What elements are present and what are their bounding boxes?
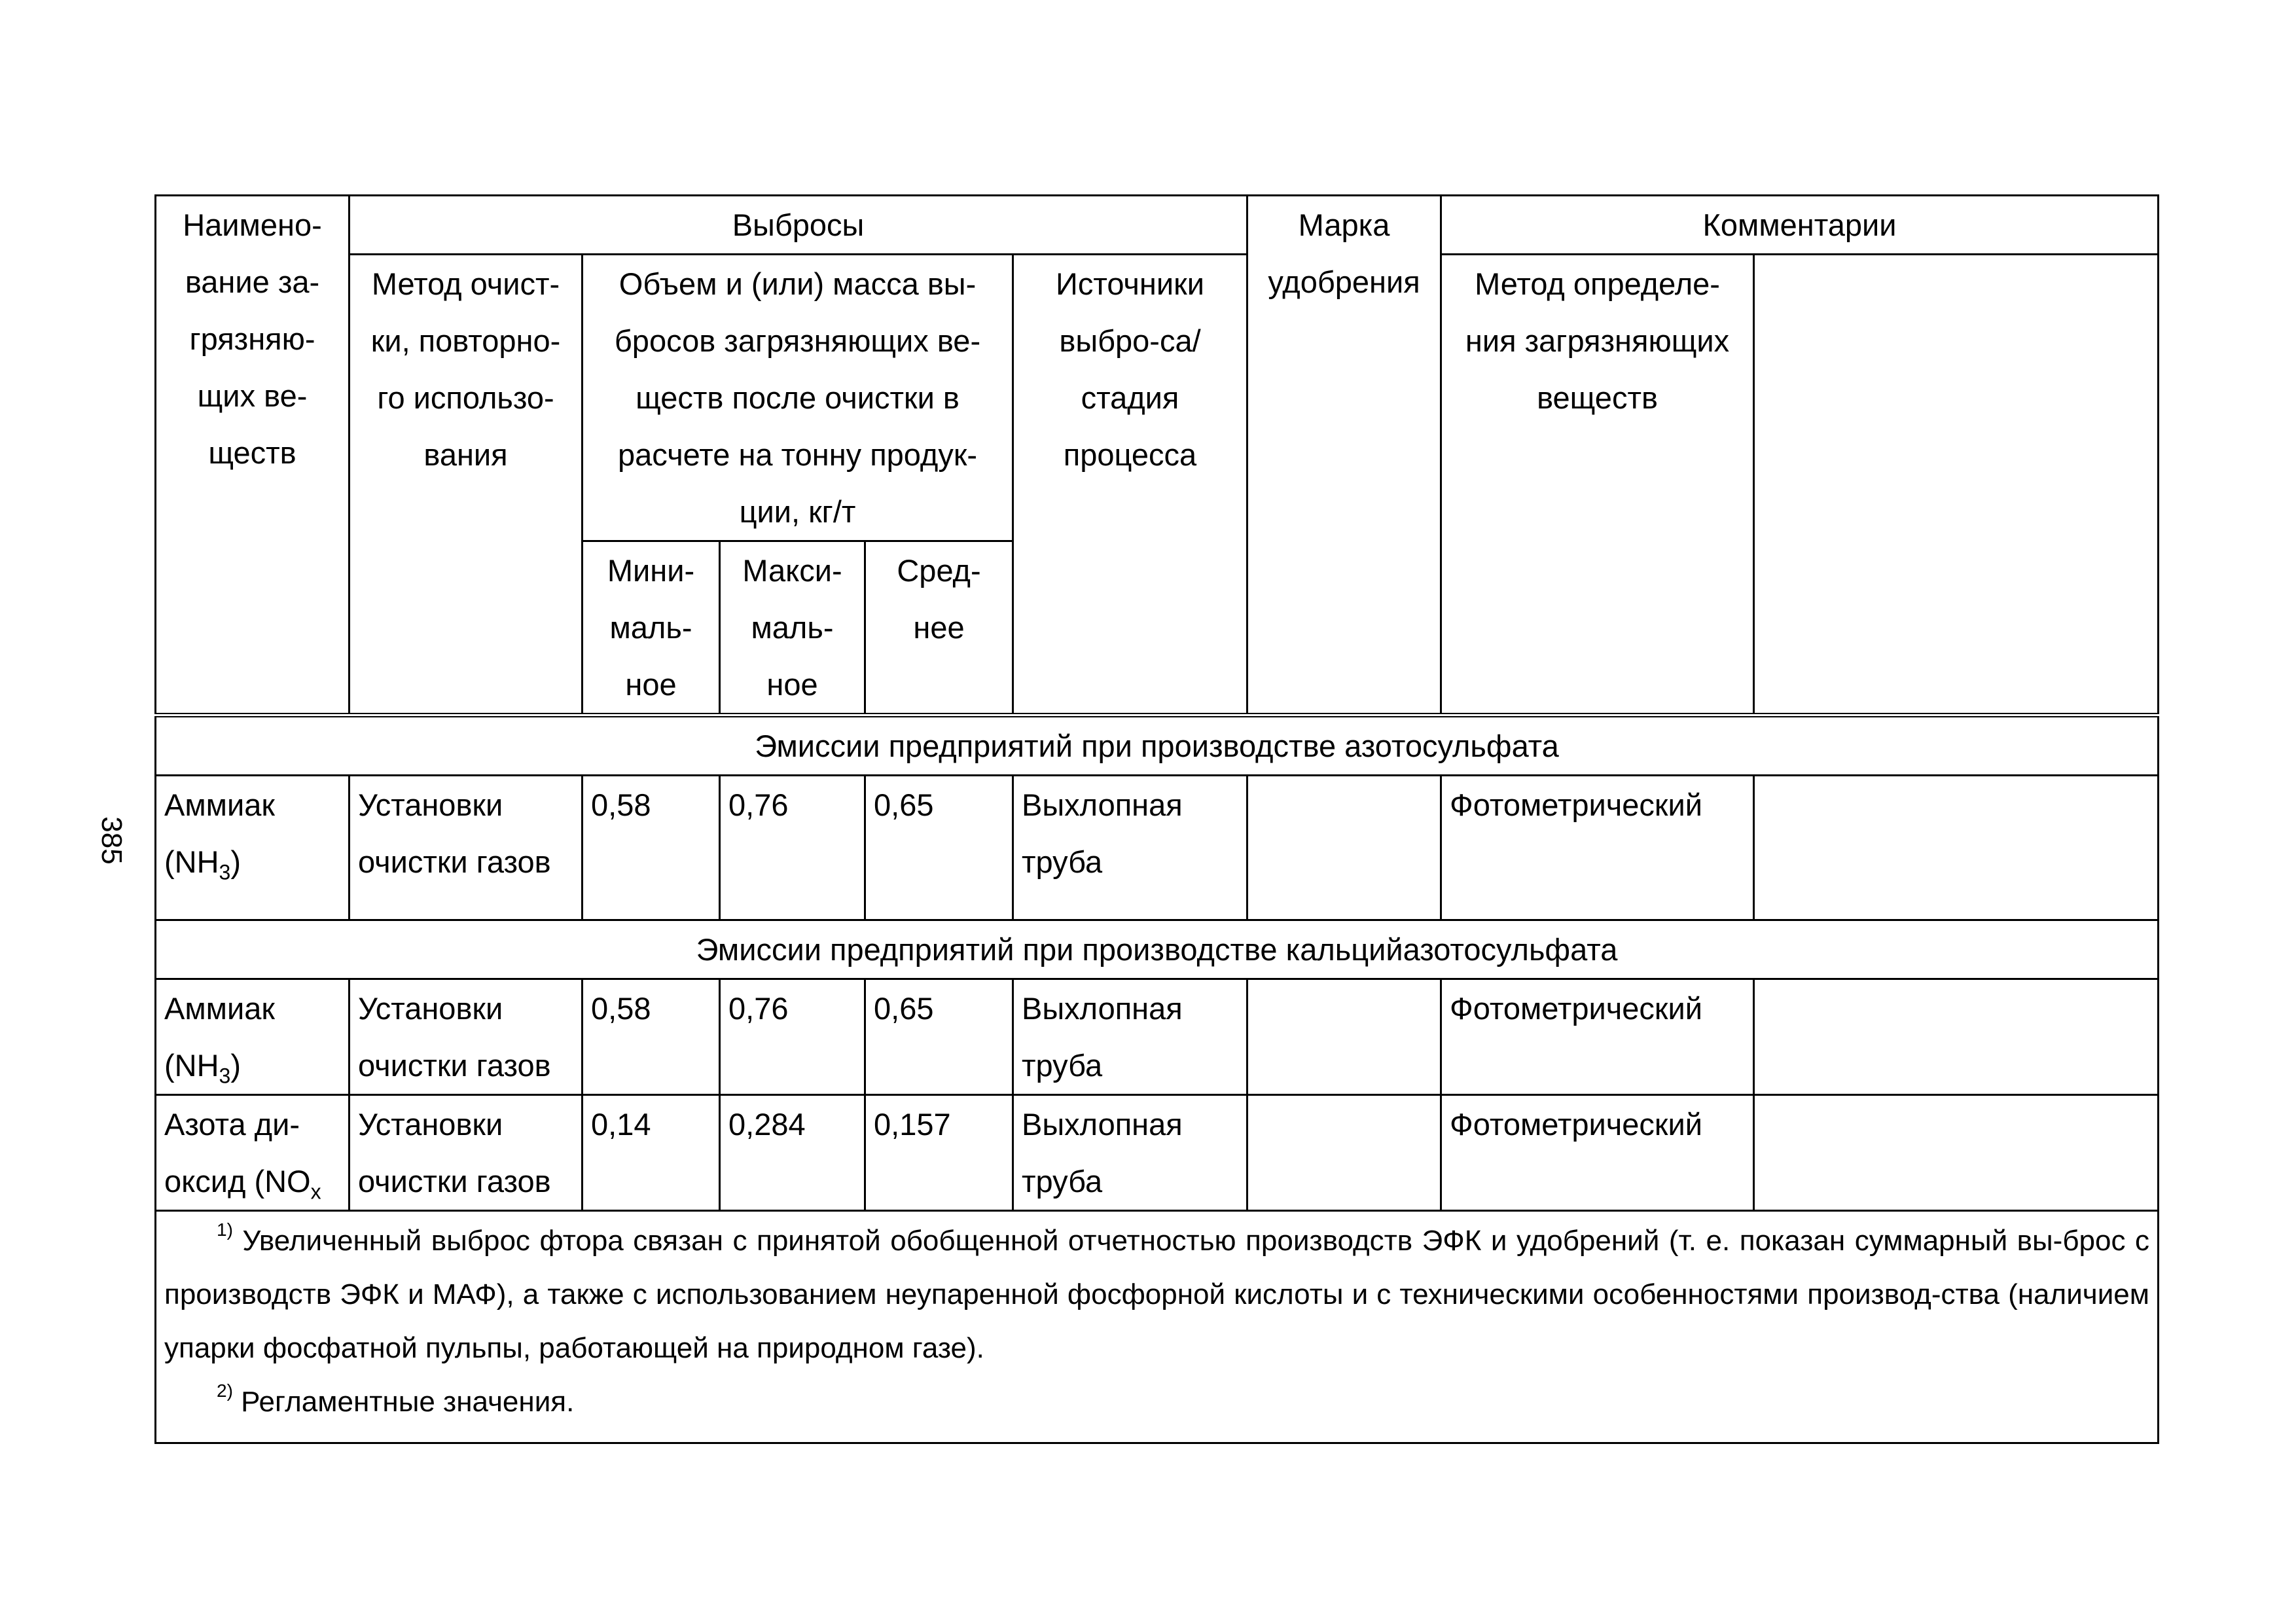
cell-determination: Фотометрический: [1441, 979, 1754, 1095]
cell-source: Выхлопная труба: [1013, 979, 1247, 1095]
table-row: [156, 776, 2159, 920]
cell-comment: [1754, 979, 2159, 1095]
footnotes-row: [156, 1211, 2159, 1443]
section-title: Эмиссии предприятий при производстве азотосульфата: [156, 715, 2159, 776]
cell-min: 0,58: [583, 979, 720, 1095]
cell-avg: 0,157: [865, 1095, 1013, 1211]
header-avg: Сред-нее: [865, 541, 1013, 715]
header-determination-method: Метод определе-ния загрязняющих веществ: [1441, 255, 1754, 715]
cell-method: Установки очистки газов: [350, 776, 583, 920]
cell-determination: Фотометрический: [1441, 776, 1754, 920]
header-emissions: Выбросы: [350, 196, 1247, 255]
cell-comment: [1754, 776, 2159, 920]
cell-max: 0,76: [720, 776, 865, 920]
cell-pollutant: Аммиак $(NH_3)$: [156, 979, 350, 1095]
header-comment-blank: [1754, 255, 2159, 715]
header-max: Макси-маль-ное: [720, 541, 865, 715]
cell-method: Установки очистки газов: [350, 1095, 583, 1211]
header-fertilizer-brand: Марка удобрения: [1247, 196, 1441, 715]
cell-method: Установки очистки газов: [350, 979, 583, 1095]
header-min: Мини-маль-ное: [583, 541, 720, 715]
cell-source: Выхлопная труба: [1013, 1095, 1247, 1211]
cell-determination: Фотометрический: [1441, 1095, 1754, 1211]
cell-source: Выхлопная труба: [1013, 776, 1247, 920]
cell-max: 0,76: [720, 979, 865, 1095]
section-row: [156, 920, 2159, 979]
footnote-1: $^{1)}$ Увеличенный выброс фтора связан с принятой обобщенной отчетностью производств ЭФК и удобрений (т. е. показан суммарный вы-брос с производств ЭФК и МАФ), а также с использованием неупаренной фосфорной кислоты и с техническими особенностями производ-ства (наличием упарки фосфатной пульпы, работающей на природном газе).: [164, 1219, 2150, 1364]
footnotes: [156, 1211, 2159, 1443]
cell-avg: 0,65: [865, 776, 1013, 920]
table-body: [156, 715, 2159, 1443]
footnote-2: $^{2)}$ Регламентные значения.: [217, 1380, 575, 1418]
cell-min: 0,58: [583, 776, 720, 920]
cell-avg: 0,65: [865, 979, 1013, 1095]
cell-max: 0,284: [720, 1095, 865, 1211]
emissions-table: [154, 194, 2159, 1444]
cell-brand: [1247, 1095, 1441, 1211]
cell-min: 0,14: [583, 1095, 720, 1211]
header-emission-volume: Объем и (или) масса вы-бросов загрязняющих ве-ществ после очистки в расчете на тонну продук-ции, кг/т: [583, 255, 1013, 541]
section-title: Эмиссии предприятий при производстве кальцийазотосульфата: [156, 920, 2159, 979]
table-row: [156, 1095, 2159, 1211]
table-header: [156, 196, 2159, 715]
cell-pollutant: Азота ди-оксид ($NO_x$: [156, 1095, 350, 1211]
section-row: [156, 715, 2159, 776]
header-pollutant: Наимено-вание за-грязняю-щих ве-ществ: [156, 196, 350, 715]
header-comments: Комментарии: [1441, 196, 2159, 255]
cell-brand: [1247, 776, 1441, 920]
header-cleaning-method: Метод очист-ки, повторно-го использо-вания: [350, 255, 583, 715]
cell-comment: [1754, 1095, 2159, 1211]
cell-brand: [1247, 979, 1441, 1095]
header-emission-source: Источники выбро-са/стадия процесса: [1013, 255, 1247, 715]
table-row: [156, 979, 2159, 1095]
cell-pollutant: Аммиак $(NH_3)$: [156, 776, 350, 920]
page-number-text: 385: [96, 816, 128, 865]
